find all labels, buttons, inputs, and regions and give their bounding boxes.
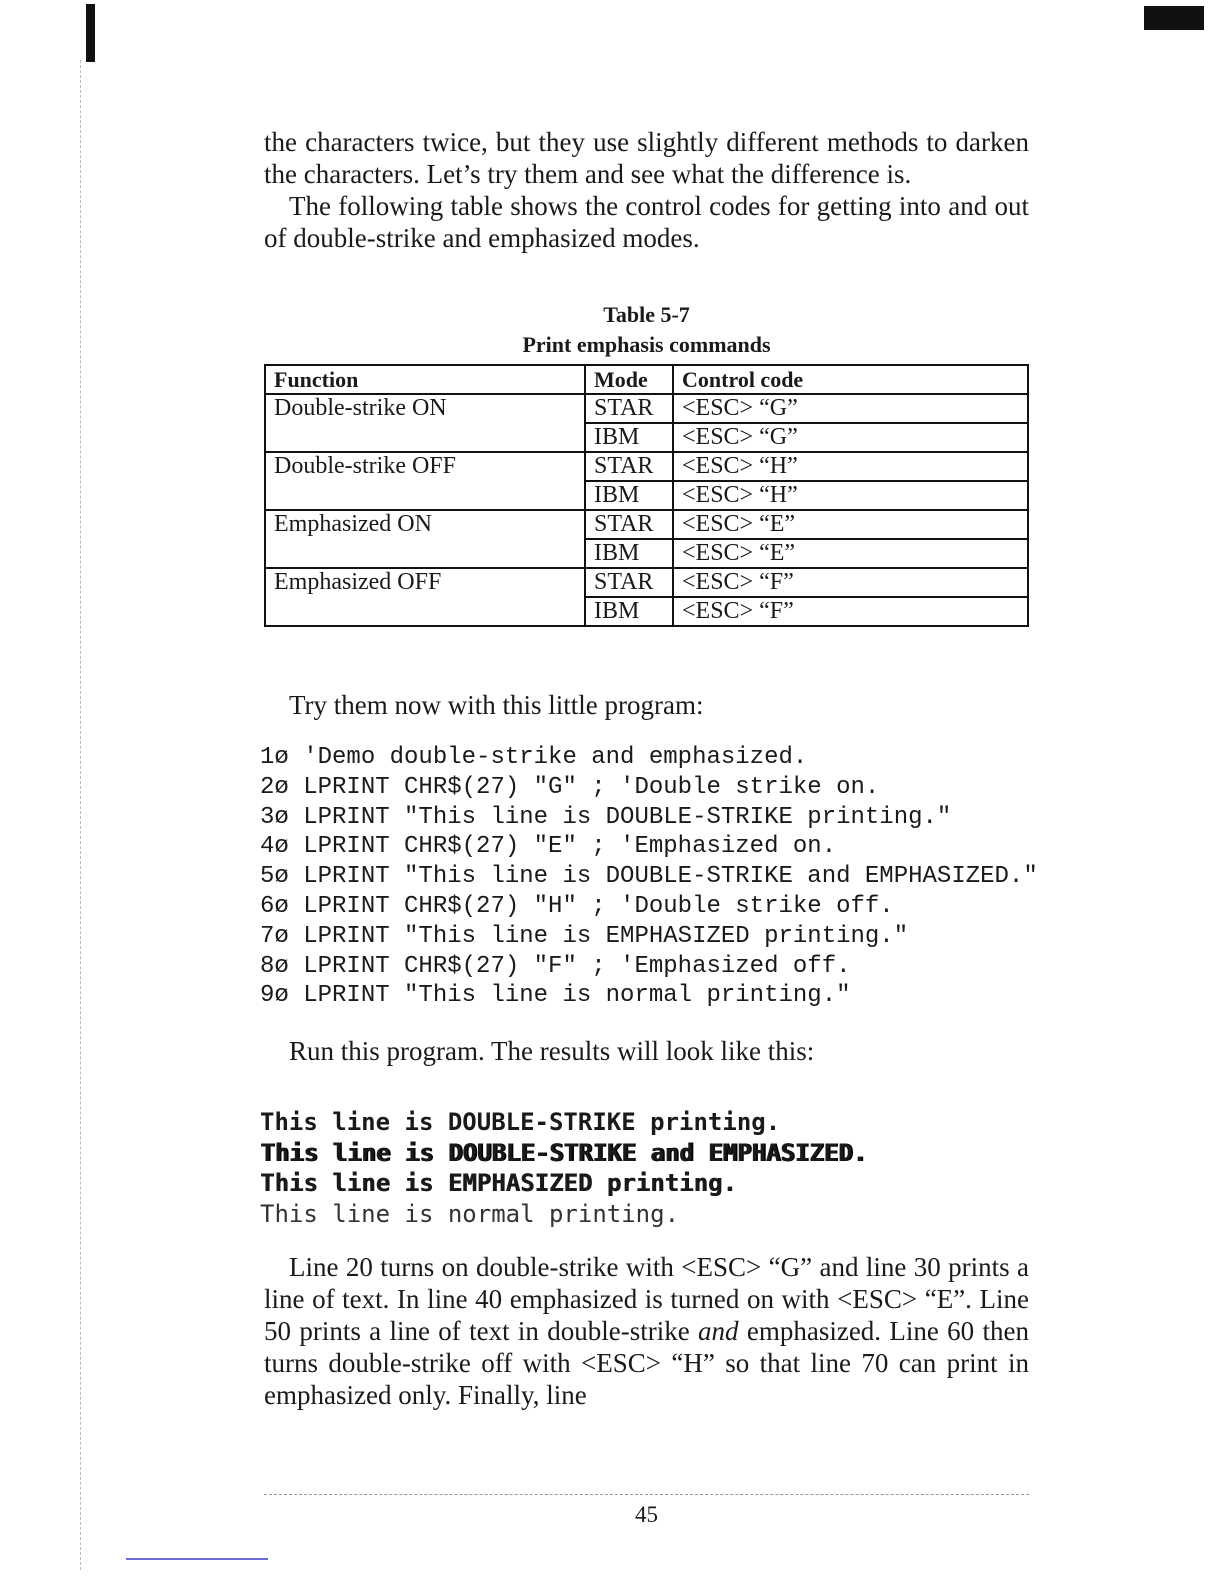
- footer-rule: [264, 1494, 1029, 1495]
- header-mode: Mode: [585, 365, 673, 394]
- mode-cell: STAR: [585, 568, 673, 597]
- code-cell: <ESC> “F”: [673, 568, 1028, 597]
- table-header-row: [265, 365, 1028, 394]
- function-cell: Emphasized OFF: [265, 568, 585, 626]
- scan-mark-top-right: [1144, 6, 1204, 30]
- header-control-code: Control code: [673, 365, 1028, 394]
- explanation-text-1: Line 20 turns on double-strike with <ESC> “G” and line 30 prints a line of text. In line 40 emphasized is turned on with <ESC> “E”. Line 50 prints a line of text in double-strike: [264, 1252, 1029, 1347]
- code-cell: <ESC> “G”: [673, 394, 1028, 423]
- scan-edge-line: [80, 60, 81, 1570]
- code-cell: <ESC> “H”: [673, 452, 1028, 481]
- commands-table: [264, 364, 1029, 627]
- program-line: 3ø LPRINT "This line is DOUBLE-STRIKE printing.": [260, 803, 952, 831]
- header-function: Function: [265, 365, 585, 394]
- table-caption: [264, 300, 1029, 360]
- mode-cell: IBM: [585, 481, 673, 510]
- output-double-strike-line: This line is DOUBLE-STRIKE printing.: [260, 1108, 781, 1137]
- table-row: [265, 510, 1028, 539]
- program-line: 5ø LPRINT "This line is DOUBLE-STRIKE and EMPHASIZED.": [260, 863, 1038, 891]
- output-normal-line: This line is normal printing.: [260, 1199, 680, 1228]
- code-cell: <ESC> “E”: [673, 510, 1028, 539]
- program-line: 9ø LPRINT "This line is normal printing.": [260, 982, 851, 1010]
- mode-cell: IBM: [585, 597, 673, 626]
- program-line: 8ø LPRINT CHR$(27) "F" ; 'Emphasized off.: [260, 952, 851, 980]
- code-cell: <ESC> “E”: [673, 539, 1028, 568]
- explanation-text-2: emphasized. Line 60 then turns double-strike off with <ESC> “H” so that line 70 can print in emphasized only. Finally, line: [264, 1316, 1029, 1411]
- page-content: [260, 126, 1038, 1411]
- code-cell: <ESC> “H”: [673, 481, 1028, 510]
- program-line: 1ø 'Demo double-strike and emphasized.: [260, 744, 808, 771]
- function-cell: Emphasized ON: [265, 510, 585, 568]
- intro-paragraph-2: The following table shows the control codes for getting into and out of double-strike and emphasized modes.: [264, 191, 1029, 253]
- intro-paragraph-1: the characters twice, but they use slightly different methods to darken the characters. Let’s try them and see what the difference is.: [264, 127, 1029, 189]
- scan-underline: [126, 1558, 268, 1560]
- table-number: Table 5-7: [603, 302, 690, 327]
- mode-cell: IBM: [585, 423, 673, 452]
- mode-cell: STAR: [585, 452, 673, 481]
- program-line: 2ø LPRINT CHR$(27) "G" ; 'Double strike on.: [260, 773, 880, 801]
- function-cell: Double-strike OFF: [265, 452, 585, 510]
- table-row: [265, 394, 1028, 423]
- program-line: 6ø LPRINT CHR$(27) "H" ; 'Double strike off.: [260, 892, 894, 920]
- output-double-strike-emphasized-line: This line is DOUBLE-STRIKE and EMPHASIZED.: [260, 1138, 867, 1167]
- scan-mark-top-left: [86, 4, 95, 62]
- mode-cell: STAR: [585, 510, 673, 539]
- explanation-italic-and: and: [698, 1316, 739, 1347]
- function-cell: Double-strike ON: [265, 394, 585, 452]
- explanation-paragraph: [264, 1251, 1029, 1411]
- page-number: 45: [635, 1502, 658, 1527]
- table-row: [265, 452, 1028, 481]
- program-line: 7ø LPRINT "This line is EMPHASIZED printing.": [260, 922, 909, 950]
- code-cell: <ESC> “F”: [673, 597, 1028, 626]
- mode-cell: IBM: [585, 539, 673, 568]
- program-line: 4ø LPRINT CHR$(27) "E" ; 'Emphasized on.: [260, 833, 837, 861]
- code-cell: <ESC> “G”: [673, 423, 1028, 452]
- table-row: [265, 568, 1028, 597]
- output-emphasized-line: This line is EMPHASIZED printing.: [260, 1169, 737, 1198]
- try-paragraph: Try them now with this little program:: [289, 690, 704, 720]
- mode-cell: STAR: [585, 394, 673, 423]
- program-listing: [260, 743, 1038, 1011]
- printer-output-sample: [260, 1107, 1029, 1229]
- table-title: Print emphasis commands: [522, 332, 771, 357]
- run-paragraph: Run this program. The results will look like this:: [289, 1036, 815, 1067]
